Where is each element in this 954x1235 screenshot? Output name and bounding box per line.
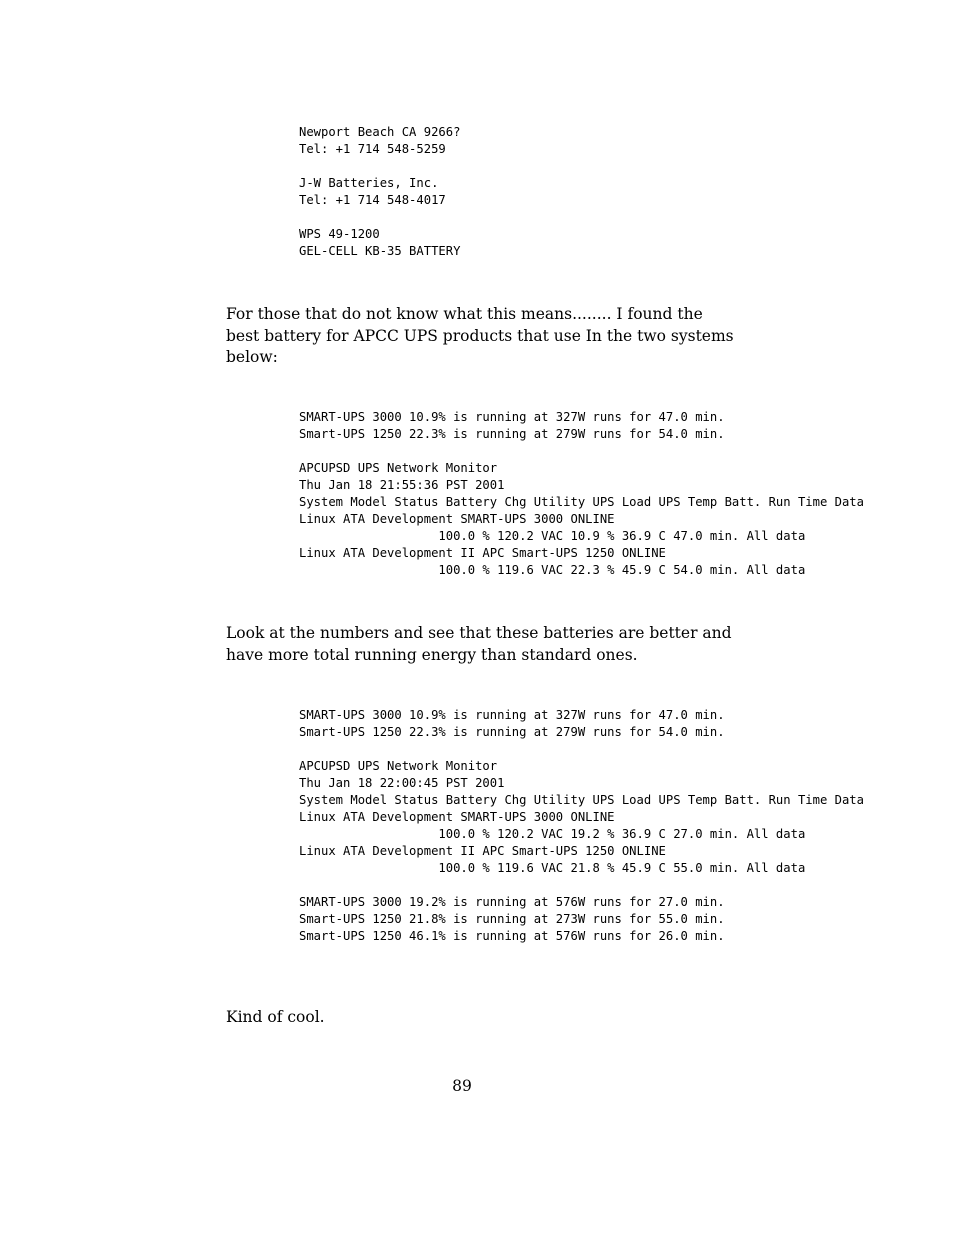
code-line: Tel: +1 714 548-4017 [299,193,446,207]
code-line: APCUPSD UPS Network Monitor [299,461,498,475]
paragraph-line: For those that do not know what this means........ I found the [226,305,703,323]
code-line: Smart-UPS 1250 46.1% is running at 576W runs for 26.0 min. [299,929,725,943]
code-line: 100.0 % 120.2 VAC 19.2 % 36.9 C 27.0 min. All data [299,827,806,841]
code-line: Smart-UPS 1250 22.3% is running at 279W runs for 54.0 min. [299,725,725,739]
code-line: Thu Jan 18 22:00:45 PST 2001 [299,776,505,790]
code-line: 100.0 % 119.6 VAC 21.8 % 45.9 C 55.0 min. All data [299,861,806,875]
code-line: WPS 49-1200 [299,227,380,241]
paragraph-line: Look at the numbers and see that these batteries are better and [226,624,732,642]
code-line: Linux ATA Development SMART-UPS 3000 ONLINE [299,512,615,526]
code-line: Linux ATA Development II APC Smart-UPS 1250 ONLINE [299,546,666,560]
code-line: Newport Beach CA 9266? [299,125,461,139]
monitor-code-block-1 [299,409,864,579]
code-line: SMART-UPS 3000 19.2% is running at 576W runs for 27.0 min. [299,895,725,909]
code-line: GEL-CELL KB-35 BATTERY [299,244,461,258]
code-line: SMART-UPS 3000 10.9% is running at 327W runs for 47.0 min. [299,410,725,424]
code-line: Tel: +1 714 548-5259 [299,142,446,156]
code-line: Smart-UPS 1250 21.8% is running at 273W runs for 55.0 min. [299,912,725,926]
code-line: SMART-UPS 3000 10.9% is running at 327W runs for 47.0 min. [299,708,725,722]
monitor-code-block-2 [299,707,864,945]
code-line: System Model Status Battery Chg Utility UPS Load UPS Temp Batt. Run Time Data [299,793,864,807]
paragraph-line: below: [226,348,278,366]
paragraph-line: Kind of cool. [226,1008,325,1026]
paragraph-line: best battery for APCC UPS products that use In the two systems [226,326,734,345]
code-line: Linux ATA Development II APC Smart-UPS 1250 ONLINE [299,844,666,858]
code-line: Smart-UPS 1250 22.3% is running at 279W runs for 54.0 min. [299,427,725,441]
code-line: J-W Batteries, Inc. [299,176,439,190]
intro-paragraph [226,304,734,369]
code-line: 100.0 % 119.6 VAC 22.3 % 45.9 C 54.0 min. All data [299,563,806,577]
closing-paragraph [226,1007,716,1029]
code-line: System Model Status Battery Chg Utility UPS Load UPS Temp Batt. Run Time Data [299,495,864,509]
comparison-paragraph [226,623,732,666]
code-line: 100.0 % 120.2 VAC 10.9 % 36.9 C 47.0 min. All data [299,529,806,543]
code-line: APCUPSD UPS Network Monitor [299,759,498,773]
address-code-block [299,124,460,260]
paragraph-line: have more total running energy than standard ones. [226,645,638,664]
code-line: Thu Jan 18 21:55:36 PST 2001 [299,478,505,492]
page-number: 89 [452,1077,472,1095]
code-line: Linux ATA Development SMART-UPS 3000 ONLINE [299,810,615,824]
